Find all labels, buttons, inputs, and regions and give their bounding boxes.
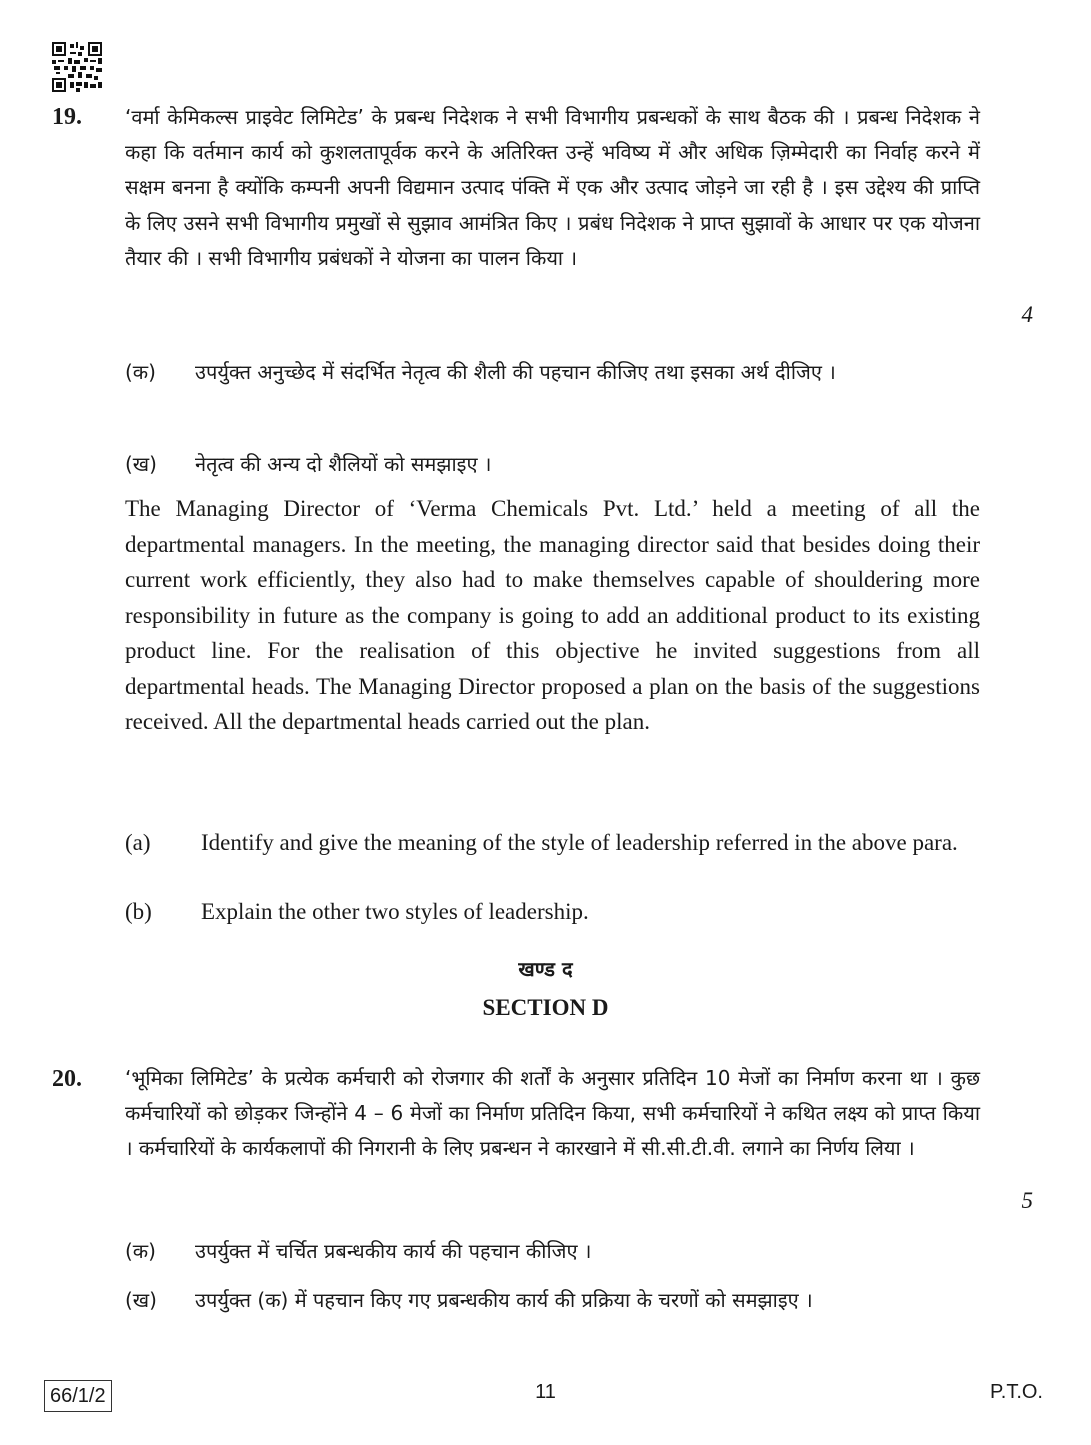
q20-hindi-part-ka [125, 1234, 980, 1269]
q20-hindi-part-kha [125, 1283, 980, 1318]
q19-english-part-b [125, 895, 980, 929]
q19-hindi-part-kha [125, 447, 980, 482]
section-heading-english: SECTION D [482, 995, 609, 1020]
part-text: उपर्युक्त अनुच्छेद में संदर्भित नेतृत्व की शैली की पहचान कीजिए तथा इसका अर्थ दीजिए । [195, 360, 836, 384]
part-label: (ख) [125, 1288, 157, 1312]
q19-hindi-passage: ‘वर्मा केमिकल्स प्राइवेट लिमिटेड’ के प्रबन्ध निदेशक ने सभी विभागीय प्रबन्धकों के साथ बैठक की । प्रबन्ध निदेशक ने कहा कि वर्तमान कार्य को कुशलतापूर्वक करने के अतिरिक्त उन्हें भविष्य में और अधिक ज़िम्मेदारी का निर्वाह करने में सक्षम बनना है क्योंकि कम्पनी अपनी विद्यमान उत्पाद पंक्ति में एक और उत्पाद जोड़ने जा रही है । इस उद्देश्य की प्राप्ति के लिए उसने सभी विभागीय प्रमुखों से सुझाव आमंत्रित किए । प्रबंध निदेशक ने प्राप्त सुझावों के आधार पर एक योजना तैयार की । सभी विभागीय प्रबंधकों ने योजना का पालन किया । [125, 105, 980, 270]
part-label: (ख) [125, 452, 157, 476]
qr-code-icon [52, 42, 102, 92]
part-label: (क) [125, 360, 156, 384]
section-heading-hindi: खण्ड द [518, 957, 573, 981]
part-text: नेतृत्व की अन्य दो शैलियों को समझाइए । [195, 452, 492, 476]
q20-hindi-passage: ‘भूमिका लिमिटेड’ के प्रत्येक कर्मचारी को रोजगार की शर्तों के अनुसार प्रतिदिन 10 मेजों का निर्माण करना था । कुछ कर्मचारियों को छोड़कर जिन्होंने 4 – 6 मेजों का निर्माण प्रतिदिन किया, सभी कर्मचारियों ने कथित लक्ष्य को प्राप्त किया । कर्मचारियों के कार्यकलापों की निगरानी के लिए प्रबन्धन ने कारखाने में सी.सी.टी.वी. लगाने का निर्णय लिया । [125, 1066, 980, 1161]
part-text: उपर्युक्त में चर्चित प्रबन्धकीय कार्य की पहचान कीजिए । [195, 1239, 592, 1263]
part-text: उपर्युक्त (क) में पहचान किए गए प्रबन्धकीय कार्य की प्रक्रिया के चरणों को समझाइए । [195, 1288, 813, 1312]
please-turn-over: P.T.O. [990, 1381, 1043, 1403]
q19-marks: 4 [1021, 302, 1033, 327]
part-label: (b) [125, 899, 152, 924]
q19-english-part-a [125, 826, 980, 860]
part-label: (क) [125, 1239, 156, 1263]
part-label: (a) [125, 830, 151, 855]
question-number-19: 19. [52, 104, 82, 130]
question-number-20: 20. [52, 1066, 82, 1092]
page-number: 11 [535, 1381, 556, 1403]
q19-english-passage: The Managing Director of ‘Verma Chemicals Pvt. Ltd.’ held a meeting of all the departmental managers. In the meeting, the managing director said that besides doing their current work efficiently, they also had to make themselves capable of shouldering more responsibility in future as the company is going to add an additional product to its existing product line. For the realisation of this objective he invited suggestions from all departmental heads. The Managing Director proposed a plan on the basis of the suggestions received. All the departmental heads carried out the plan. [125, 496, 980, 734]
q19-hindi-part-ka [125, 355, 980, 390]
q20-marks: 5 [1021, 1188, 1033, 1213]
paper-code: 66/1/2 [44, 1380, 112, 1412]
part-text: Explain the other two styles of leadership. [201, 899, 589, 924]
part-text: Identify and give the meaning of the style of leadership referred in the above para. [201, 830, 958, 855]
